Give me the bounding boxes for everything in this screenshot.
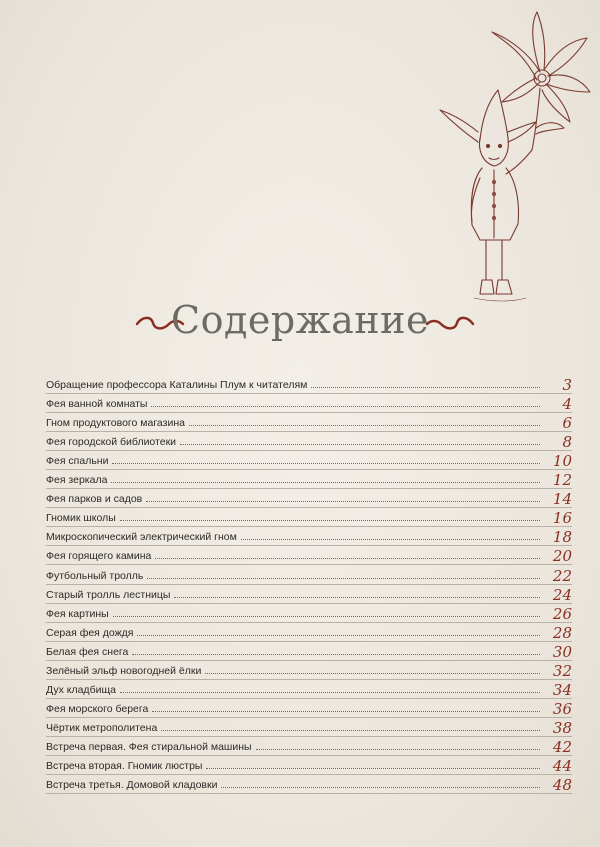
toc-entry-title: Обращение профессора Каталины Плум к читателям — [46, 379, 308, 392]
toc-entry-title: Фея морского берега — [46, 702, 149, 715]
toc-entry[interactable] — [46, 565, 572, 584]
toc-entry-title: Фея парков и садов — [46, 493, 143, 506]
dot-leader — [189, 424, 540, 426]
toc-entry-page-number: 44 — [552, 756, 572, 775]
toc-entry[interactable] — [46, 604, 572, 623]
toc-entry-title: Старый тролль лестницы — [46, 588, 171, 601]
dot-leader — [146, 500, 540, 502]
dot-leader — [180, 443, 540, 445]
dot-leader — [152, 710, 540, 712]
toc-entry[interactable] — [46, 508, 572, 527]
toc-entry-page-number: 6 — [562, 414, 572, 433]
toc-entry[interactable] — [46, 775, 572, 794]
toc-entry[interactable] — [46, 699, 572, 718]
dot-leader — [205, 672, 540, 674]
toc-entry-title: Встреча третья. Домовой кладовки — [46, 779, 218, 792]
page-title: Содержание — [171, 298, 429, 342]
toc-entry-page-number: 8 — [562, 433, 572, 452]
toc-entry-title: Серая фея дождя — [46, 626, 134, 639]
toc-entry-title: Встреча первая. Фея стиральной машины — [46, 740, 252, 753]
dot-leader — [147, 577, 540, 579]
toc-entry[interactable] — [46, 623, 572, 642]
toc-entry[interactable] — [46, 756, 572, 775]
toc-entry-title: Гном продуктового магазина — [46, 417, 185, 430]
toc-entry[interactable] — [46, 394, 572, 413]
dot-leader — [221, 786, 540, 788]
toc-entry[interactable] — [46, 680, 572, 699]
toc-entry[interactable] — [46, 489, 572, 508]
dot-leader — [256, 748, 540, 750]
dot-leader — [151, 405, 540, 407]
toc-entry-title: Белая фея снега — [46, 645, 129, 658]
toc-entry[interactable] — [46, 546, 572, 565]
toc-entry-page-number: 34 — [552, 680, 572, 699]
toc-entry-title: Гномик школы — [46, 512, 116, 525]
toc-entry-title: Зелёный эльф новогодней ёлки — [46, 664, 202, 677]
toc-entry-page-number: 48 — [552, 776, 572, 795]
toc-entry[interactable] — [46, 451, 572, 470]
toc-entry-title: Дух кладбища — [46, 683, 116, 696]
toc-entry-page-number: 36 — [552, 699, 572, 718]
toc-entry-title: Фея горящего камина — [46, 550, 152, 563]
dot-leader — [155, 557, 540, 559]
toc-entry-page-number: 26 — [552, 604, 572, 623]
toc-entry-title: Микроскопический электрический гном — [46, 531, 237, 544]
dot-leader — [132, 653, 540, 655]
toc-entry[interactable] — [46, 527, 572, 546]
toc-entry-page-number: 4 — [562, 395, 572, 414]
gnome-with-flower-sketch-icon — [432, 10, 592, 310]
toc-entry-title: Фея ванной комнаты — [46, 398, 148, 411]
dot-leader — [174, 596, 540, 598]
dot-leader — [311, 386, 540, 388]
toc-entry-page-number: 12 — [552, 471, 572, 490]
toc-entry-page-number: 18 — [552, 528, 572, 547]
table-of-contents — [46, 375, 572, 794]
toc-entry[interactable] — [46, 375, 572, 394]
toc-entry-title: Футбольный тролль — [46, 569, 144, 582]
toc-entry-page-number: 3 — [562, 376, 572, 395]
toc-entry-title: Чёртик метрополитена — [46, 721, 158, 734]
toc-entry-page-number: 42 — [552, 737, 572, 756]
toc-entry-page-number: 28 — [552, 623, 572, 642]
toc-entry-page-number: 20 — [552, 547, 572, 566]
dot-leader — [120, 519, 540, 521]
toc-entry[interactable] — [46, 718, 572, 737]
toc-entry-title: Фея зеркала — [46, 474, 108, 487]
toc-entry[interactable] — [46, 737, 572, 756]
flourish-right-icon — [425, 314, 475, 334]
toc-entry-page-number: 32 — [552, 661, 572, 680]
toc-entry[interactable] — [46, 661, 572, 680]
dot-leader — [112, 462, 540, 464]
dot-leader — [111, 481, 540, 483]
dot-leader — [113, 615, 540, 617]
toc-entry-page-number: 22 — [552, 566, 572, 585]
dot-leader — [161, 729, 540, 731]
toc-entry-title: Встреча вторая. Гномик люстры — [46, 759, 203, 772]
toc-entry-page-number: 38 — [552, 718, 572, 737]
toc-entry[interactable] — [46, 413, 572, 432]
dot-leader — [206, 767, 540, 769]
toc-entry-page-number: 16 — [552, 509, 572, 528]
toc-entry-title: Фея спальни — [46, 455, 109, 468]
dot-leader — [137, 634, 540, 636]
toc-entry-page-number: 10 — [552, 452, 572, 471]
toc-entry-page-number: 24 — [552, 585, 572, 604]
toc-entry[interactable] — [46, 470, 572, 489]
dot-leader — [120, 691, 540, 693]
toc-entry-page-number: 30 — [552, 642, 572, 661]
toc-entry-page-number: 14 — [552, 490, 572, 509]
toc-entry-title: Фея картины — [46, 607, 109, 620]
toc-entry[interactable] — [46, 642, 572, 661]
title-row — [0, 292, 600, 362]
toc-entry-title: Фея городской библиотеки — [46, 436, 177, 449]
toc-entry[interactable] — [46, 585, 572, 604]
dot-leader — [241, 538, 540, 540]
toc-entry[interactable] — [46, 432, 572, 451]
